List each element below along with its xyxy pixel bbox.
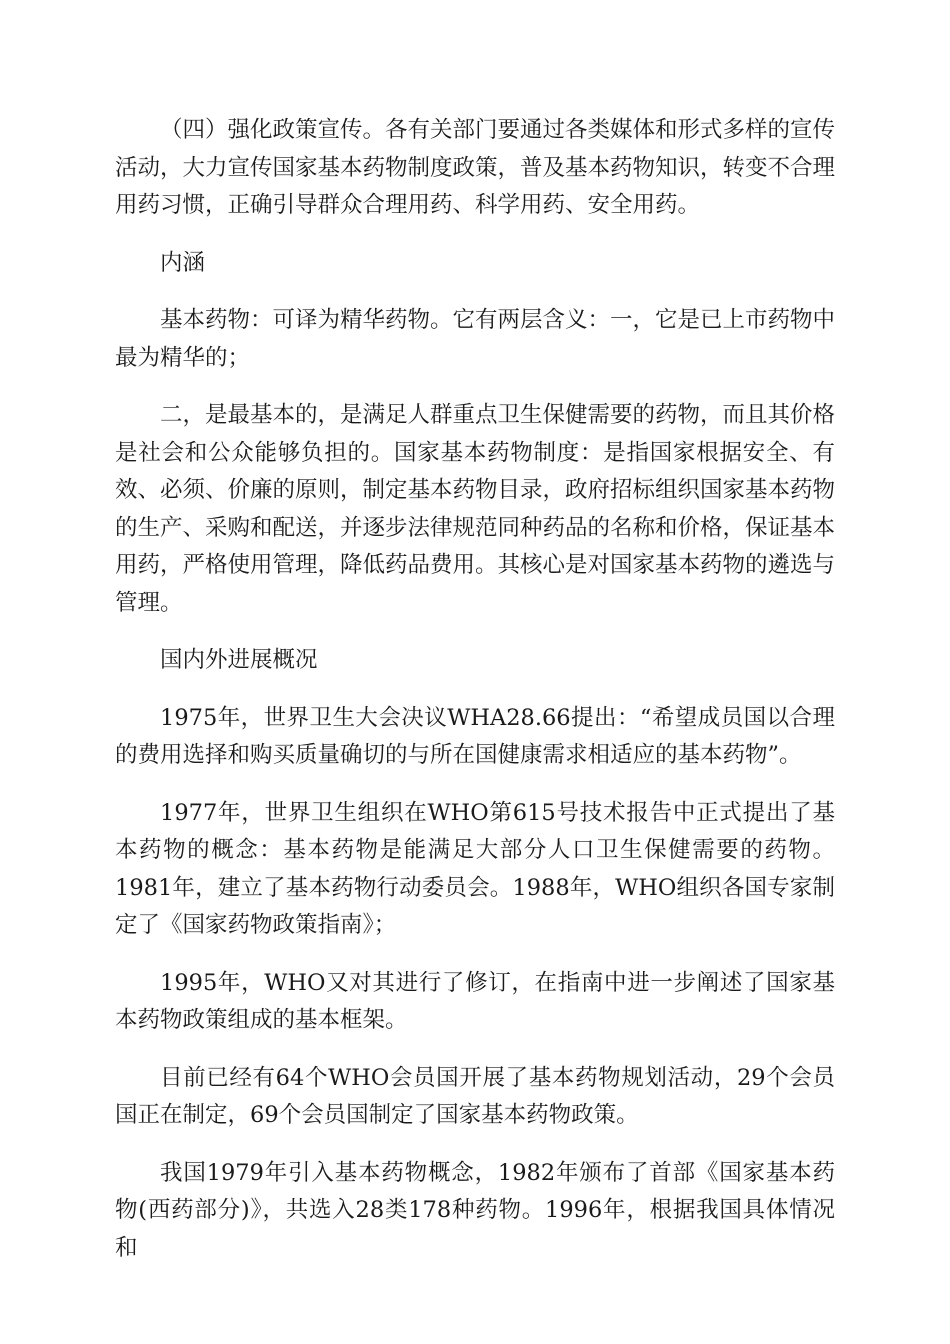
paragraph-china-1979: 我国1979年引入基本药物概念，1982年颁布了首部《国家基本药物(西药部分)》，共选入28类178种药物。1996年，根据我国具体情况和 [115, 1159, 835, 1261]
heading-connotation: 内涵 [160, 249, 206, 276]
paragraph-1995-revision: 1995年，WHO又对其进行了修订，在指南中进一步阐述了国家基本药物政策组成的基本框架。 [115, 969, 835, 1033]
paragraph-essential-drugs-system: 二，是最基本的，是满足人群重点卫生保健需要的药物，而且其价格是社会和公众能够负担的。国家基本药物制度：是指国家根据安全、有效、必须、价廉的原则，制定基本药物目录，政府招标组织国家基本药物的生产、采购和配送，并逐步法律规范同种药品的名称和价格，保证基本用药，严格使用管理，降低药品费用。其核心是对国家基本药物的遴选与管理。 [115, 402, 836, 616]
paragraph-essential-drugs-definition: 基本药物：可译为精华药物。它有两层含义：一，它是已上市药物中最为精华的； [115, 307, 836, 371]
paragraph-1977-who-report: 1977年，世界卫生组织在WHO第615号技术报告中正式提出了基本药物的概念：基本药物是能满足大部分人口卫生保健需要的药物。1981年，建立了基本药物行动委员会。1988年，WHO组织各国专家制定了《国家药物政策指南》； [115, 799, 835, 938]
document-body [115, 112, 835, 1287]
heading-progress-overview: 国内外进展概况 [160, 647, 318, 673]
paragraph-member-states: 目前已经有64个WHO会员国开展了基本药物规划活动，29个会员国正在制定，69个会员国制定了国家基本药物政策。 [115, 1064, 835, 1128]
paragraph-1975-resolution: 1975年，世界卫生大会决议WHA28.66提出：“希望成员国以合理的费用选择和购买质量确切的与所在国健康需求相适应的基本药物”。 [115, 704, 835, 768]
paragraph-policy-publicity: （四）强化政策宣传。各有关部门要通过各类媒体和形式多样的宣传活动，大力宣传国家基本药物制度政策，普及基本药物知识，转变不合理用药习惯，正确引导群众合理用药、科学用药、安全用药。 [115, 117, 836, 218]
